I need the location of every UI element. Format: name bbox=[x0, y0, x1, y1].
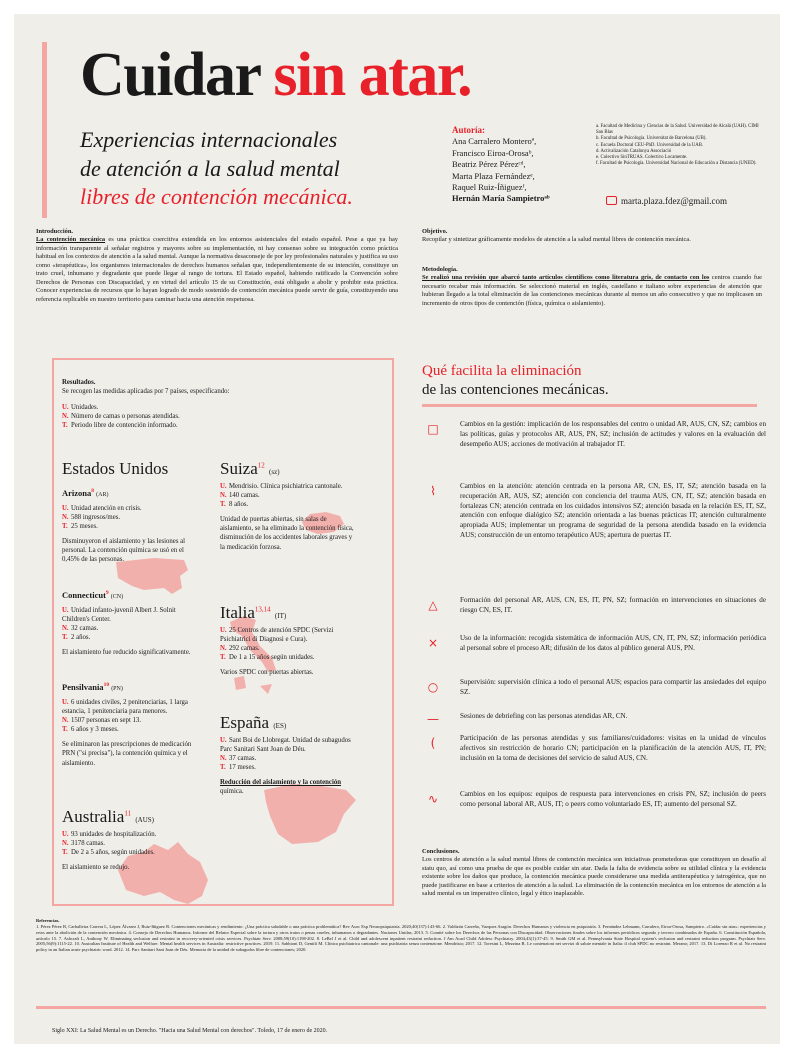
objective-section bbox=[422, 228, 762, 245]
subtitle-line-2: de atención a la salud mental bbox=[80, 155, 340, 181]
footer-rule bbox=[36, 1006, 766, 1009]
affiliation: f. Facultad de Psicología. Universidad Nacional de Educación a Distancia (UNED). bbox=[596, 161, 757, 167]
results-heading: Resultados. bbox=[62, 379, 96, 386]
facilitator-item: Cambios en la atención: atención centrada en la persona AR, CN, ES, IT, SZ; atención basada en la recuperación AR, AUS, SZ; atención con conciencia del trauma AUS, CN, IT, SZ; atención basada en fortalezas CN; atención centrada en los cuidados intensivos SZ; atención basada en la relación ES, IT, SZ, atención con enfoque dialógico SZ; atención orientada a las buenas prácticas IT; atención culturalmente apropiada AUS; implementar un programa de seguridad de la persona atendida basado en la evidencia AUS; construcción de un entorno terapéutico AUS; apertura de puertas IT. bbox=[460, 482, 766, 539]
connecticut-details: U. Unidad infanto-juvenil Albert J. Solnit Children's Center. N. 32 camas. T. 2 años. El aislamiento fue reducido significativamente. bbox=[62, 607, 191, 657]
author-list bbox=[452, 124, 592, 205]
wave-icon: ⌇ bbox=[430, 484, 436, 498]
subtitle-line-1: Experiencias internacionales bbox=[80, 127, 338, 152]
contact-email[interactable] bbox=[606, 196, 727, 206]
objective-body: Recopilar y sintetizar gráficamente modelos de atención a la salud mental libres de contención mecánica. bbox=[422, 236, 691, 244]
affiliation: e. Colectivo SinTRUAS. Colectivo Locamente. bbox=[596, 155, 688, 161]
affiliation: d. Activalización Catalunya Associació bbox=[596, 148, 672, 154]
region-title-espana: España (ES) bbox=[220, 713, 287, 732]
italia-details: U. 25 Centros de atención SPDC (Servizi Psichiatrici di Diagnosi e Cura). N. 292 camas. T. De 1 a 15 años según unidades. Varios SPDC con puertas abiertas. bbox=[220, 627, 334, 677]
facilitators-rule bbox=[422, 404, 757, 407]
legend-item: N. Número de camas o personas atendidas. bbox=[62, 413, 180, 421]
affiliation: b. Facultad de Psicología. Universitat de Barcelona (UB). bbox=[596, 136, 707, 142]
facilitator-item: Cambios en los equipos: equipos de respuesta para intervenciones en crisis PN, SZ; inclusión de peers como personal laboral AR, AUS, IT; o peers como voluntariado ES, IT; aumento del personal SZ. bbox=[460, 790, 766, 808]
intro-section bbox=[36, 228, 398, 304]
dash-icon: — bbox=[427, 712, 439, 726]
affiliations bbox=[596, 124, 766, 168]
facilitators-title: Qué facilita la eliminación bbox=[422, 363, 582, 379]
zigzag-icon: ∿ bbox=[427, 792, 439, 806]
title-part-a: Cuidar bbox=[80, 41, 260, 109]
state-title-connecticut: Connecticut$^9$ (CN) bbox=[62, 590, 124, 600]
poster-subtitle bbox=[80, 126, 353, 212]
region-title-suiza: Suiza$^{12}$ (sz) bbox=[220, 459, 280, 478]
legend-item: U. Unidades. bbox=[62, 404, 99, 412]
author-name: Francisco Eiroa-Orosaᵇ, bbox=[452, 147, 534, 158]
references-heading: Referencias. bbox=[36, 918, 60, 923]
espana-details: U. Sant Boi de Llobregat. Unidad de subagudos Parc Sanitari Sant Joan de Déu. N. 37 camas. T. 17 meses. Reducción del aislamiento y la contención química. bbox=[220, 737, 351, 796]
square-icon: □ bbox=[427, 422, 439, 436]
state-title-pensilvania: Pensilvania$^{10}$ (PN) bbox=[62, 682, 123, 692]
pensilvania-details: U. 6 unidades civiles, 2 penitenciarias, 1 larga estancia, 1 penitenciaria para menores. N. 1507 personas en sept 13. T. 6 años y 3 meses. Se eliminaron las prescripciones de medicación PRN ("si precisa"), la contención química y el aislamiento. bbox=[62, 699, 192, 767]
mail-icon bbox=[606, 196, 617, 205]
facilitator-item: Supervisión: supervisión clínica a todo el personal AUS; espacios para compartir las ansiedades del equipo SZ. bbox=[460, 678, 766, 696]
author-name: Beatriz Pérez Pérezᶜᵈ, bbox=[452, 159, 526, 170]
subtitle-line-3: libres de contención mecánica. bbox=[80, 184, 353, 210]
affiliation: a. Facultad de Medicina y Ciencias de la Salud. Universidad de Alcalá (UAH). CIMI San Blas bbox=[596, 124, 759, 136]
method-lead: Se realizó una revisión que abarcó tanto artículos científicos como literatura gris, de contacto con los bbox=[422, 274, 710, 282]
facilitator-item: Cambios en la gestión: implicación de los responsables del centro o unidad AR, AUS, CN, SZ; cambios en las políticas, guías y protocolos AR, AUS, PN, SZ; inclusión de actitudes y valores en la evaluación del desempeño AUS; acciones de motivación al trabajador IT. bbox=[460, 420, 766, 448]
affiliation: c. Escuela Doctoral CEU-PhD. Universidad de la UAB. bbox=[596, 142, 704, 148]
facilitators-subtitle: de las contenciones mecánicas. bbox=[422, 382, 609, 398]
intro-heading: Introducción. bbox=[36, 228, 73, 235]
facilitator-item: Participación de las personas atendidas y sus familiares/cuidadores: visitas en la unidad de vínculos afectivos sin restricción de horario CN; participación en la planificación de la atención AUS, IT, PN; inclusión en la toma de decisiones del servicio de salud AUS, CN. bbox=[460, 734, 766, 762]
method-section bbox=[422, 266, 762, 308]
author-name: Raquel Ruiz-Íñiguezᶠ, bbox=[452, 182, 527, 193]
results-intro: Se recogen las medidas aplicadas por 7 países, especificando: bbox=[62, 388, 230, 396]
facilitator-item: Formación del personal AR, AUS, CN, ES, IT, PN, SZ; formación en intervenciones en situaciones de riesgo CN, ES, IT. bbox=[460, 596, 766, 614]
region-title-usa: Estados Unidos bbox=[62, 459, 169, 478]
method-body: centros cuando fue necesario recabar más información. Se seleccionó material en inglés, castellano e italiano sobre experiencias de atención que hubieran llegado a la total eliminación de las contenciones mecánicas durante al menos un año consecutivo y que no implicasen un incremento de otros tipos de contención (física, química o aislamiento). bbox=[422, 274, 762, 307]
facilitator-item: Uso de la información: recogida sistemática de información AUS, CN, IT, PN, SZ; información periódica al personal sobre el proceso AR; difusión de los datos al público general AUS, PN. bbox=[460, 634, 766, 652]
title-part-b: sin atar. bbox=[273, 41, 472, 109]
intro-lead: La contención mecánica bbox=[36, 236, 106, 244]
conclusions-body: Los centros de atención a la salud mental libres de contención mecánica son iniciativas prometedoras que constituyen un desafío al statu quo, así como una prueba de que es posible cuidar sin atar. Dada la falta de evidencia sobre su utilidad clínica y la evidencia existente sobre los daños que produce, la contención mecánica puede considerarse una medida antiterapéutica y iatrogénica, que no puede justificarse en base a criterios de atención a la salud. La eliminación de la contención mecánica en los entornos de atención a la salud mental es un imperativo clínico, legal y ético inaplazable. bbox=[422, 856, 766, 898]
author-name: Hernán María Sampietroᵃᵇ bbox=[452, 193, 550, 204]
poster bbox=[14, 14, 780, 1044]
cross-icon: × bbox=[427, 636, 439, 650]
region-title-italia: Italia$^{13,14}$ (IT) bbox=[220, 603, 287, 622]
arc-icon: ( bbox=[430, 736, 436, 750]
results-section bbox=[62, 378, 262, 430]
australia-details: U. 93 unidades de hospitalización. N. 3178 camas. T. De 2 a 5 años, según unidades. El aislamiento se redujo. bbox=[62, 831, 157, 872]
intro-body: es una práctica coercitiva extendida en los entornos asistenciales del estado español. Pese a que ya hay información transparente al señalar registros y mayores sobre su implementación, ni hay consenso sobre su integración como práctica habitual en los contextos de atención a la salud mental. Aunque la normativa desaconseje de por ley profesionales naturales y justifica su uso como «terapéutica», los organismos internacionales de derechos humanos señalan que, independientemente de su intención, constituye un trato cruel, inhumano y degradante que puede llegar al rango de tortura. El Estado español, habiendo ratificado la Convención sobre Derechos de Personas con Discapacidad, y en virtud del artículo 15 de su Constitución, está obligado a abolir y prohibir esta práctica. Conocer experiencias de recursos que lo hayan logrado de modo sostenido de contención mecánica puede servir de guía, constituyendo una referencia replicable en nuestro territorio para caminar hacia una atención respetuosa. bbox=[36, 236, 398, 303]
circle-icon: ○ bbox=[427, 680, 439, 694]
title-bar bbox=[42, 42, 47, 218]
objective-heading: Objetivo. bbox=[422, 228, 448, 235]
facilitator-item: Sesiones de debriefing con las personas atendidas AR, CN. bbox=[460, 712, 628, 720]
email-text[interactable]: marta.plaza.fdez@gmail.com bbox=[621, 196, 727, 206]
poster-title bbox=[80, 41, 472, 109]
author-name: Ana Carralero Monteroª, bbox=[452, 136, 537, 147]
suiza-details: U. Mendrisio. Clínica psichiatrica cantonale. N. 140 camas. T. 8 años. Unidad de puertas abiertas, sin salas de aislamiento, se ha eliminado la contención física, disminución de los accidentes laborales graves y la medicación forzosa. bbox=[220, 483, 354, 551]
conclusions-heading: Conclusiones. bbox=[422, 848, 460, 855]
triangle-icon: △ bbox=[428, 598, 438, 612]
legend-item: T. Periodo libre de contención informado. bbox=[62, 422, 178, 430]
arizona-details: U. Unidad atención en crisis. N. 588 ingresos/mes. T. 25 meses. Disminuyeron el aislamiento y las lesiones al personal. La contención química se usó en el 0,45% de las personas. bbox=[62, 505, 186, 564]
conclusions-section bbox=[422, 848, 766, 899]
region-title-australia: Australia$^{11}$ (AUS) bbox=[62, 807, 154, 826]
footer-note: Siglo XXI: La Salud Mental es un Derecho. "Hacia una Salud Mental con derechos". Toledo, 17 de enero de 2020. bbox=[52, 1028, 328, 1034]
references-section bbox=[36, 918, 766, 953]
state-title-arizona: Arizona$^8$ (AR) bbox=[62, 488, 109, 498]
references-body: 1. Pérez Pérez B, Carballeira Carrera L, López Álvarez J, Ruiz-Iñiguez R. Contenciones mecánicas y rendimiento: ¿Una práctica saludable o una práctica problemática? Rev Asoc Esp Neuropsiquiatría. 2020;40(137):143-66. 2. Valdizón Carreño, Vazquez Aragón. Derechos Humanos y violencia en psiquiatría. 3. Fernández Lehmann, Carralero, Eiroa-Orosa, Sampietro. «Cuidar sin atar»: experiencias y retos ante la abolición de la contención mecánica. 4. Consejo de Derechos Humanos. Informe del Relator Especial sobre la tortura y otros tratos o penas crueles, inhumanos o degradantes. Naciones Unidas; 2013. 5. Comité sobre los Derechos de las Personas con Discapacidad. Observaciones finales sobre los informes periódicos segundo y tercero combinados de España. 6. Constitución Española, artículo 15. 7. Ashcraft L, Anthony W. Eliminating seclusion and restraint in recovery-oriented crisis services. Psychiatr Serv. 2008;59(10):1198-202. 8. LeBel J et al. Child and adolescent inpatient restraint reduction. J Am Acad Child Adolesc Psychiatry. 2004;43(1):37-45. 9. Smith GM et al. Pennsylvania State Hospital system's seclusion and restraint reduction program. Psychiatr Serv. 2005;56(9):1115-22. 10. Australian Institute of Health and Welfare. Mental health services in Australia: restrictive practices. 2019. 11. Sabbioni D, Gentili M. Clínica psichiatrica cantonale: una psichiatria senza contenzione. Mendrisio; 2017. 12. Toresini L, Mezzina R. Le contenzioni nei servizi di salute mentale in Italia: il club SPDC no restraint. Merano; 2017. 13. Di Lorenzo R et al. No restraint policy in an Italian acute psychiatric ward. 2012. 14. Parc Sanitari Sant Joan de Déu. Memoria de la unidad de subagudos libre de contenciones; 2020. bbox=[36, 923, 766, 953]
author-name: Marta Plaza Fernándezᵉ, bbox=[452, 170, 535, 181]
method-heading: Metodología. bbox=[422, 266, 458, 273]
authors-label: Autoría: bbox=[452, 125, 485, 135]
